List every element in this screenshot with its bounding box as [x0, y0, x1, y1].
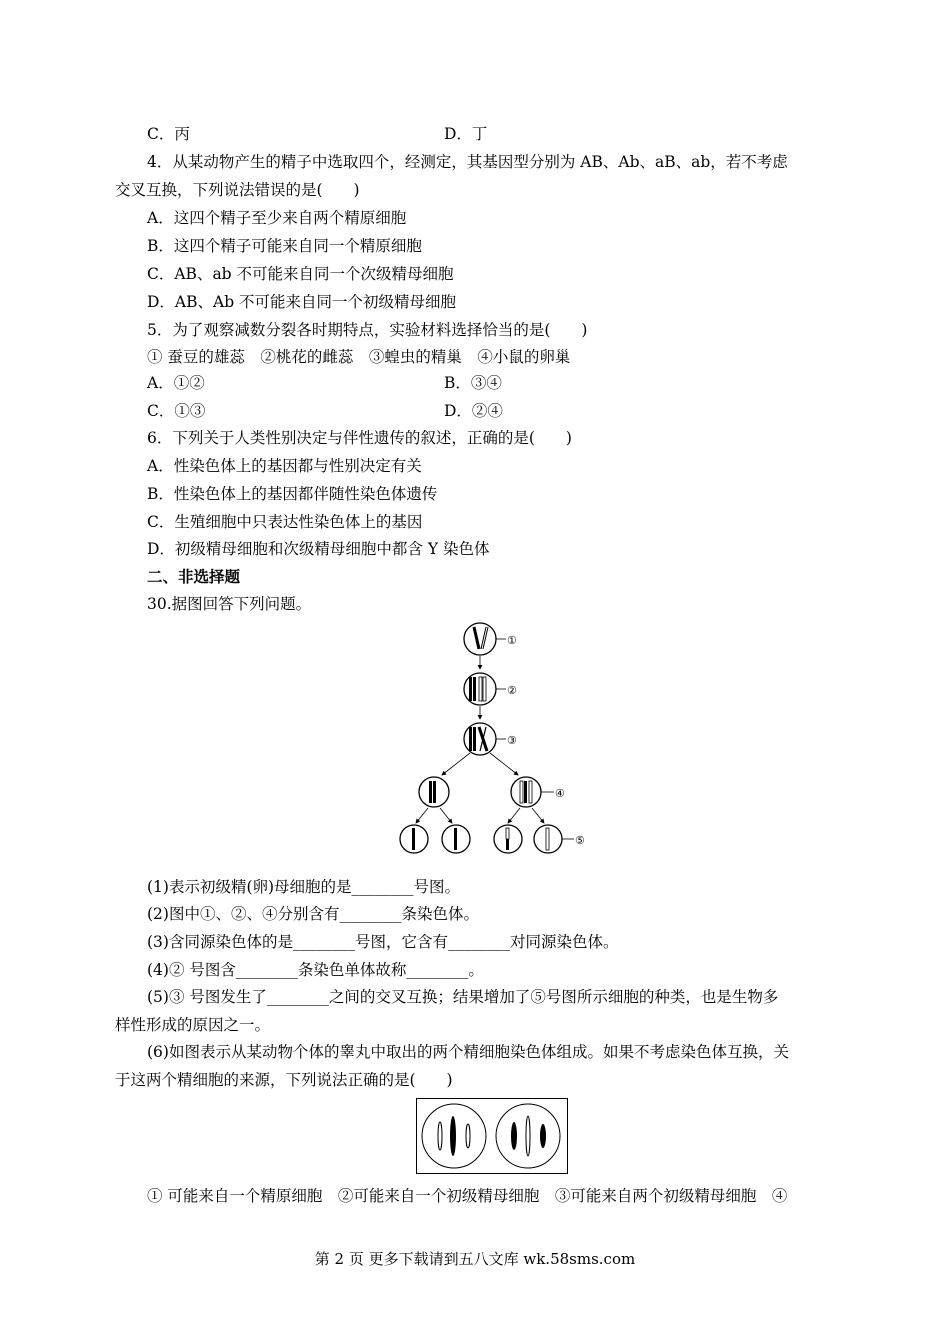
- q6-option-c: C．生殖细胞中只表达性染色体上的基因: [147, 513, 423, 531]
- cell-3: [464, 723, 496, 755]
- sperm-cell-left: [422, 1104, 486, 1168]
- cell-2: [464, 673, 496, 705]
- q4-option-d: D．AB、Ab 不可能来自同一个初级精母细胞: [147, 293, 457, 311]
- page-footer: 第 2 页 更多下载请到五八文库 wk.58sms.com: [314, 1250, 636, 1268]
- q4-option-b: B．这四个精子可能来自同一个精原细胞: [147, 237, 422, 255]
- cell-division-diagram: [390, 615, 610, 860]
- cell-5-b: [442, 825, 470, 853]
- q30-sub1: (1)表示初级精(卵)母细胞的是________号图。: [147, 878, 461, 896]
- q30-sub3: (3)含同源染色体的是________号图，它含有________对同源染色体。: [147, 933, 619, 951]
- q5-materials: ① 蚕豆的雄蕊 ②桃花的雌蕊 ③蝗虫的精巢 ④小鼠的卵巢: [147, 348, 571, 366]
- q6-option-d: D．初级精母细胞和次级精母细胞中都含 Y 染色体: [147, 540, 490, 558]
- q6-stem: 6．下列关于人类性别决定与伴性遗传的叙述，正确的是( ): [147, 429, 572, 447]
- cell-4-right: [511, 777, 541, 807]
- cell-5-a: [400, 825, 428, 853]
- q3-option-d: D．丁: [444, 125, 488, 143]
- q30-sub6-line1: (6)如图表示从某动物个体的睾丸中取出的两个精细胞染色体组成。如果不考虑染色体互换，关: [147, 1043, 789, 1061]
- label-5: ⑤: [575, 834, 585, 847]
- q5-option-c: C．①③: [147, 402, 206, 420]
- section-title: 二、非选择题: [147, 567, 241, 586]
- q5-option-a: A．①②: [147, 374, 205, 392]
- q3-option-c: C．丙: [147, 125, 190, 143]
- label-4: ④: [555, 787, 565, 800]
- q30-stem: 30.据图回答下列问题。: [147, 595, 312, 613]
- label-1: ①: [507, 634, 517, 647]
- q30-sub4: (4)② 号图含________条染色单体故称________。: [147, 961, 484, 979]
- cell-5-d: [534, 825, 562, 853]
- q4-stem-line1: 4．从某动物产生的精子中选取四个，经测定，其基因型分别为 AB、Ab、aB、ab，若不考虑: [147, 153, 788, 171]
- sperm-cell-right: [496, 1104, 560, 1168]
- label-2: ②: [507, 684, 517, 697]
- q5-stem: 5．为了观察减数分裂各时期特点，实验材料选择恰当的是( ): [147, 321, 588, 339]
- sperm-cells-figure: [416, 1098, 568, 1174]
- q30-sub2: (2)图中①、②、④分别含有________条染色体。: [147, 905, 479, 923]
- cell-1: [464, 623, 496, 655]
- q6-option-a: A．性染色体上的基因都与性别决定有关: [147, 457, 422, 475]
- q30-sub5-line1: (5)③ 号图发生了________之间的交叉互换；结果增加了⑤号图所示细胞的种类，也是生物多: [147, 988, 779, 1006]
- q4-option-a: A．这四个精子至少来自两个精原细胞: [147, 209, 407, 227]
- label-3: ③: [507, 734, 517, 747]
- q30-sub6-options: ① 可能来自一个精原细胞 ②可能来自一个初级精母细胞 ③可能来自两个初级精母细胞 ④: [147, 1187, 788, 1205]
- q4-option-c: C．AB、ab 不可能来自同一个次级精母细胞: [147, 265, 454, 283]
- q30-sub6-line2: 于这两个精细胞的来源，下列说法正确的是( ): [115, 1071, 453, 1089]
- q5-option-d: D．②④: [444, 402, 503, 420]
- q4-stem-line2: 交叉互换，下列说法错误的是( ): [115, 181, 360, 199]
- q6-option-b: B．性染色体上的基因都伴随性染色体遗传: [147, 485, 438, 503]
- q30-sub5-line2: 样性形成的原因之一。: [115, 1016, 271, 1034]
- cell-4-left: [419, 777, 449, 807]
- cell-5-c: [494, 825, 522, 853]
- q5-option-b: B．③④: [444, 374, 502, 392]
